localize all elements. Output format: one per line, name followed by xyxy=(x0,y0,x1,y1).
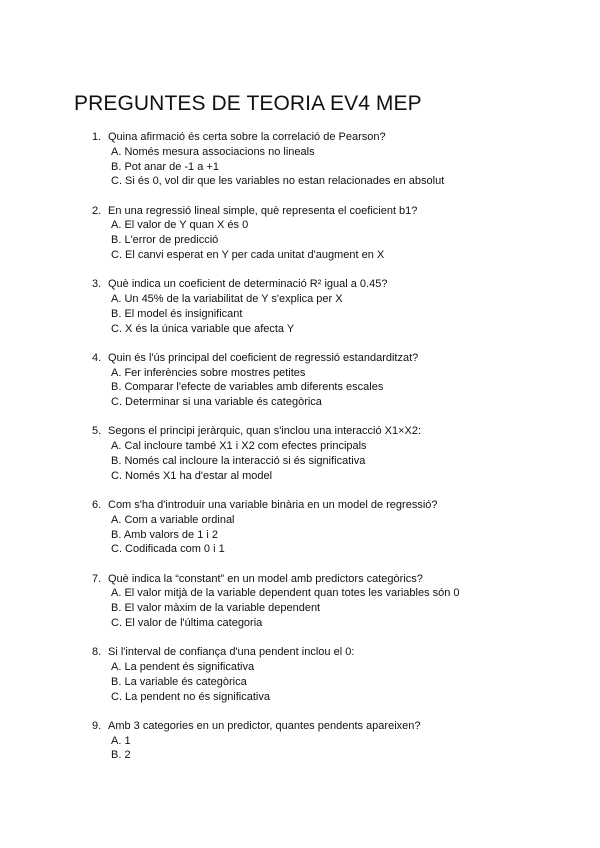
answer-option: B. Comparar l'efecte de variables amb diferents escales xyxy=(111,381,384,394)
answer-option: A. Només mesura associacions no lineals xyxy=(111,145,315,158)
answer-option: A. Fer inferències sobre mostres petites xyxy=(111,366,306,379)
question-text: Segons el principi jeràrquic, quan s'inclou una interacció X1×X2: xyxy=(108,425,422,438)
question-item xyxy=(0,498,600,572)
answer-option: C. Si és 0, vol dir que les variables no estan relacionades en absolut xyxy=(111,175,445,188)
answer-options xyxy=(111,586,460,630)
question-number: 1. xyxy=(92,131,102,143)
answer-option: B. La variable és categòrica xyxy=(111,675,247,688)
question-item xyxy=(0,204,600,278)
question-number: 7. xyxy=(92,572,102,585)
answer-option: B. El valor màxim de la variable dependent xyxy=(111,602,321,615)
answer-option: B. Amb valors de 1 i 2 xyxy=(111,528,218,541)
question-text: Quina afirmació és certa sobre la correlació de Pearson? xyxy=(108,131,386,143)
question-text: Com s'ha d'introduir una variable binària en un model de regressió? xyxy=(108,498,438,511)
answer-option: A. Com a variable ordinal xyxy=(111,513,235,526)
answer-option: A. 1 xyxy=(111,734,131,747)
question-text: Si l'interval de confiança d'una pendent inclou el 0: xyxy=(108,646,355,659)
answer-option: B. Només cal incloure la interacció si és significativa xyxy=(111,454,366,467)
answer-option: B. L'error de predicció xyxy=(111,234,219,247)
question-number: 2. xyxy=(92,204,102,217)
answer-options xyxy=(111,218,384,262)
question-text: Amb 3 categories en un predictor, quantes pendents apareixen? xyxy=(108,719,421,732)
question-item xyxy=(0,572,600,646)
question-number: 8. xyxy=(92,646,102,659)
answer-options xyxy=(111,292,343,336)
question-item xyxy=(0,130,600,204)
question-list xyxy=(0,130,600,792)
answer-option: C. Determinar si una variable és categòrica xyxy=(111,396,322,409)
answer-option: B. 2 xyxy=(111,749,131,762)
answer-option: C. El valor de l'última categoria xyxy=(111,616,263,629)
question-number: 4. xyxy=(92,351,102,364)
question-text: Què indica la “constant” en un model amb predictors categòrics? xyxy=(108,572,423,585)
question-item xyxy=(0,424,600,498)
question-number: 5. xyxy=(92,425,102,438)
answer-options xyxy=(111,439,367,483)
answer-options xyxy=(111,145,444,189)
question-number: 9. xyxy=(92,719,102,732)
question-text: En una regressió lineal simple, què representa el coeficient b1? xyxy=(108,204,418,217)
answer-option: C. El canvi esperat en Y per cada unitat d'augment en X xyxy=(111,248,385,261)
question-number: 6. xyxy=(92,498,102,511)
question-item xyxy=(0,277,600,351)
answer-option: C. Només X1 ha d'estar al model xyxy=(111,469,273,482)
answer-options xyxy=(111,366,383,410)
answer-option: C. X és la única variable que afecta Y xyxy=(111,322,295,335)
question-item xyxy=(0,719,600,793)
answer-option: B. Pot anar de -1 a +1 xyxy=(111,160,219,173)
answer-option: A. Cal incloure també X1 i X2 com efectes principals xyxy=(111,440,367,453)
answer-options xyxy=(111,660,270,704)
question-text: Què indica un coeficient de determinació R² igual a 0.45? xyxy=(108,278,388,291)
answer-options xyxy=(111,513,235,557)
page-title: PREGUNTES DE TEORIA EV4 MEP xyxy=(74,92,422,115)
answer-option: A. La pendent és significativa xyxy=(111,660,255,673)
question-text: Quin és l'ús principal del coeficient de regressió estandarditzat? xyxy=(108,351,419,364)
question-number: 3. xyxy=(92,278,102,291)
answer-option: A. El valor de Y quan X és 0 xyxy=(111,219,249,232)
answer-option: A. Un 45% de la variabilitat de Y s'explica per X xyxy=(111,292,343,305)
question-item xyxy=(0,351,600,425)
answer-option: B. El model és insignificant xyxy=(111,307,243,320)
answer-options xyxy=(111,734,131,764)
answer-option: C. Codificada com 0 i 1 xyxy=(111,543,225,556)
answer-option: C. La pendent no és significativa xyxy=(111,690,270,703)
question-item xyxy=(0,645,600,719)
answer-option: A. El valor mitjà de la variable dependent quan totes les variables són 0 xyxy=(111,587,460,600)
